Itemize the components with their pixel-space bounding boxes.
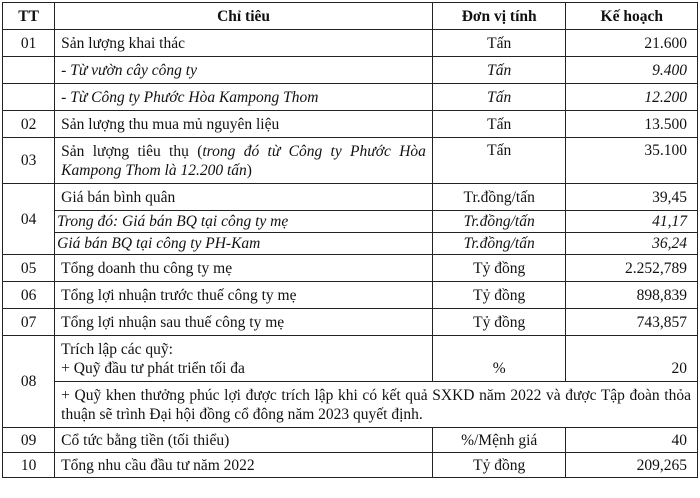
row-unit: %/Mệnh giá (432, 428, 566, 453)
row-tt: 06 (3, 282, 55, 309)
row-tt (3, 84, 55, 111)
row-indicator (55, 138, 433, 184)
row-unit: Tr.đồng/tấn (432, 211, 566, 233)
indicator-line: Trích lập các quỹ: (61, 340, 173, 358)
row-plan: 35.100 (566, 138, 698, 184)
row-tt: 01 (3, 30, 55, 57)
header-plan: Kế hoạch (566, 3, 698, 30)
indicator-text-end: ) (246, 161, 252, 179)
row-unit: Tấn (432, 57, 566, 84)
header-unit: Đơn vị tính (432, 3, 566, 30)
row-tt: 10 (3, 453, 55, 478)
row-unit: % (432, 336, 566, 382)
row-tt: 02 (3, 111, 55, 138)
row-plan: 898,839 (566, 282, 698, 309)
row-unit: Tấn (432, 84, 566, 111)
row-note: + Quỹ khen thưởng phúc lợi được trích lập khi có kết quả SXKD năm 2022 và được Tập đoàn thỏa thuận sẽ trình Đại hội đồng cổ đông năm 2023 quyết định. (55, 382, 698, 428)
row-plan: 20 (566, 336, 698, 382)
indicator-note: trong đó từ Công ty Phước Hòa Kampong Thom là 12.200 tấn (61, 142, 426, 179)
row-unit: Tr.đồng/tấn (432, 233, 566, 255)
table-row (3, 336, 698, 382)
row-unit: Tỷ đồng (432, 309, 566, 336)
table-row (3, 84, 698, 111)
table-row (3, 111, 698, 138)
row-plan: 9.400 (566, 57, 698, 84)
row-plan: 36,24 (566, 233, 698, 255)
row-tt: 08 (3, 336, 55, 428)
row-indicator: Giá bán bình quân (55, 184, 433, 211)
table-row (3, 282, 698, 309)
table-row (3, 233, 698, 255)
row-unit: Tỷ đồng (432, 453, 566, 478)
indicator-text: Sản lượng tiêu thụ ( (61, 142, 203, 160)
row-plan: 743,857 (566, 309, 698, 336)
row-plan: 21.600 (566, 30, 698, 57)
row-tt: 03 (3, 138, 55, 184)
row-plan: 209,265 (566, 453, 698, 478)
row-indicator: Tổng doanh thu công ty mẹ (55, 255, 433, 282)
row-plan: 41,17 (566, 211, 698, 233)
row-plan: 39,45 (566, 184, 698, 211)
row-plan: 13.500 (566, 111, 698, 138)
row-tt: 09 (3, 428, 55, 453)
row-indicator: Sản lượng thu mua mủ nguyên liệu (55, 111, 433, 138)
row-indicator: Tổng lợi nhuận sau thuế công ty mẹ (55, 309, 433, 336)
table-row (3, 138, 698, 184)
business-plan-table (2, 2, 698, 478)
row-unit: Tr.đồng/tấn (432, 184, 566, 211)
row-unit: Tỷ đồng (432, 255, 566, 282)
row-indicator: Trong đó: Giá bán BQ tại công ty mẹ (55, 211, 433, 233)
row-plan: 40 (566, 428, 698, 453)
table-row (3, 453, 698, 478)
row-unit: Tấn (432, 30, 566, 57)
row-indicator: Tổng nhu cầu đầu tư năm 2022 (55, 453, 433, 478)
table-row (3, 309, 698, 336)
row-indicator: Giá bán BQ tại công ty PH-Kam (55, 233, 433, 255)
row-unit: Tấn (432, 138, 566, 184)
table-row (3, 382, 698, 428)
row-tt: 07 (3, 309, 55, 336)
row-plan: 2.252,789 (566, 255, 698, 282)
row-indicator: - Từ Công ty Phước Hòa Kampong Thom (55, 84, 433, 111)
row-tt: 05 (3, 255, 55, 282)
row-indicator: - Từ vườn cây công ty (55, 57, 433, 84)
table-row (3, 30, 698, 57)
table-row (3, 211, 698, 233)
row-indicator: Tổng lợi nhuận trước thuế công ty mẹ (55, 282, 433, 309)
header-indicator: Chỉ tiêu (55, 3, 433, 30)
row-tt: 04 (3, 184, 55, 255)
table-row (3, 255, 698, 282)
row-unit: Tấn (432, 111, 566, 138)
header-tt: TT (3, 3, 55, 30)
table-row (3, 184, 698, 211)
row-indicator: Cổ tức bằng tiền (tối thiểu) (55, 428, 433, 453)
row-indicator: Sản lượng khai thác (55, 30, 433, 57)
row-tt (3, 57, 55, 84)
table-row (3, 428, 698, 453)
table-row (3, 57, 698, 84)
row-unit: Tỷ đồng (432, 282, 566, 309)
row-indicator (55, 336, 433, 382)
row-plan: 12.200 (566, 84, 698, 111)
table-header-row (3, 3, 698, 30)
indicator-line: + Quỹ đầu tư phát triển tối đa (61, 359, 245, 377)
